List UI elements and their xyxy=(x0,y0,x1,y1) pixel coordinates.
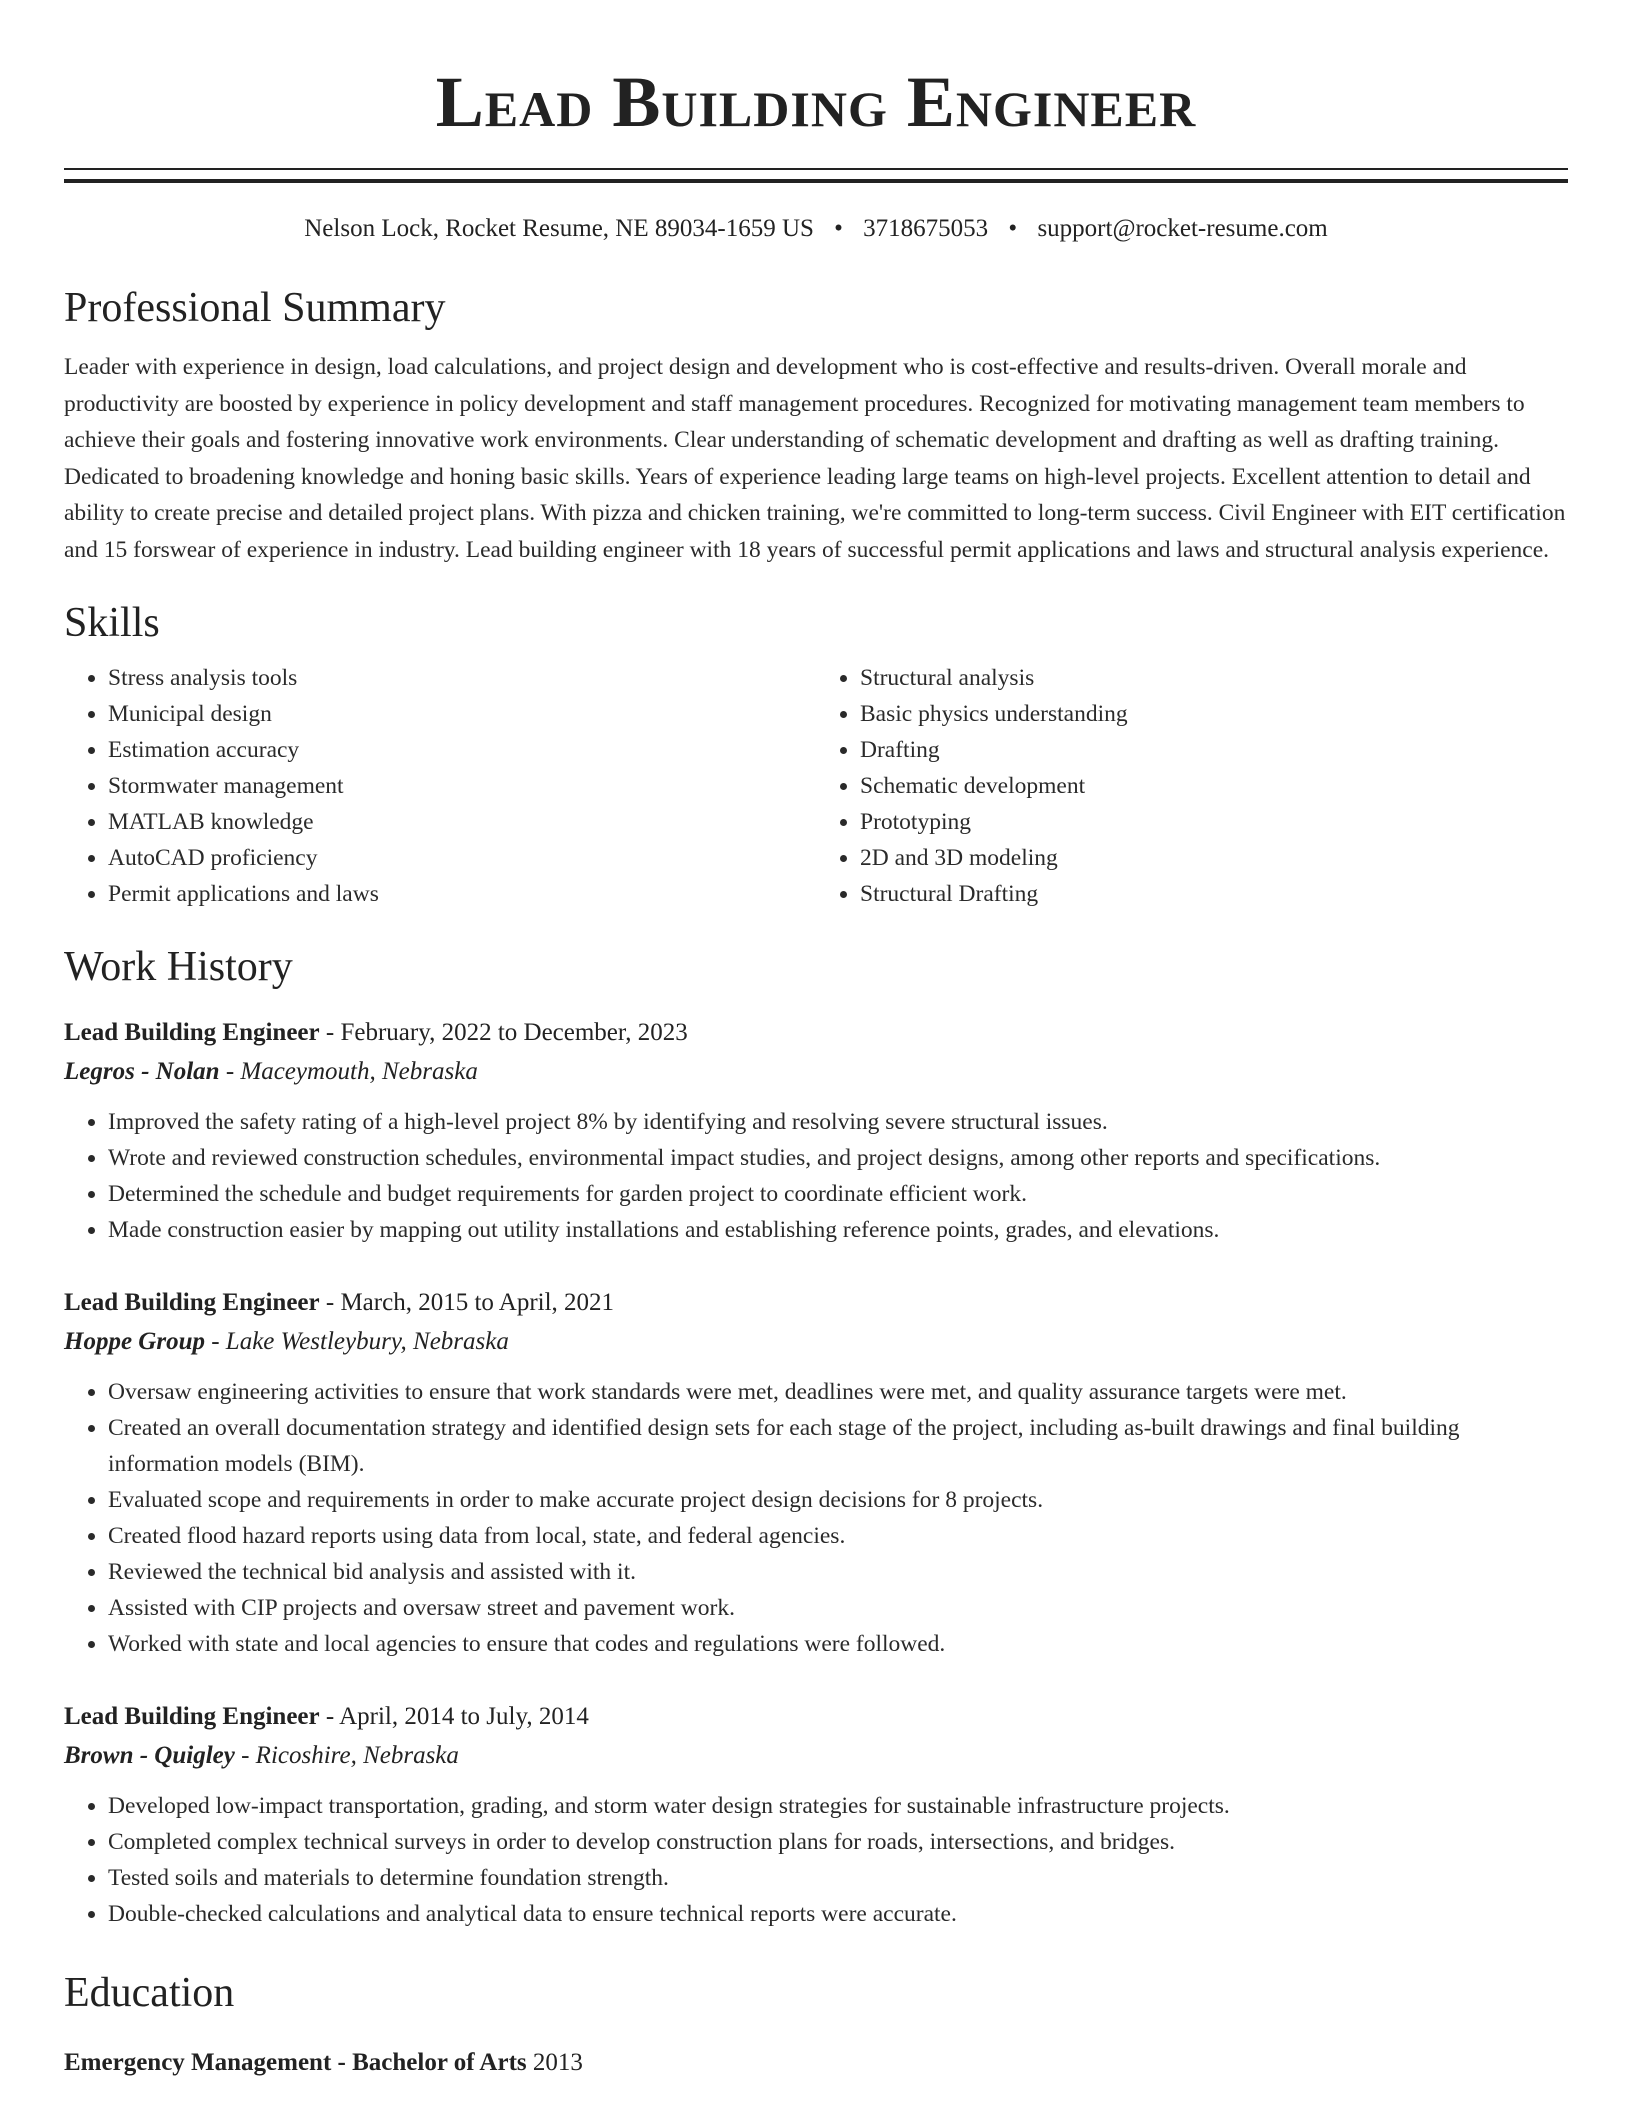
job-bullet: • Wrote and reviewed construction schedules, environmental impact studies, and project designs, among other reports and specifications. xyxy=(108,1140,1568,1176)
job-role: Lead Building Engineer xyxy=(64,1703,320,1730)
contact-line xyxy=(64,213,1568,245)
contact-separator: • xyxy=(1008,215,1018,242)
job-header xyxy=(64,1284,1568,1322)
job-role: Lead Building Engineer xyxy=(64,1019,320,1046)
skill-item: • Estimation accuracy xyxy=(108,732,816,768)
skill-item: • Permit applications and laws xyxy=(108,876,816,912)
contact-address: Nelson Lock, Rocket Resume, NE 89034-1659 US xyxy=(304,215,814,242)
job-entry xyxy=(64,1698,1568,1932)
skill-item: • 2D and 3D modeling xyxy=(860,840,1568,876)
skill-item: • Structural analysis xyxy=(860,660,1568,696)
job-bullet: • Reviewed the technical bid analysis and assisted with it. xyxy=(108,1554,1568,1590)
contact-email: support@rocket-resume.com xyxy=(1037,215,1328,242)
job-bullets xyxy=(64,1104,1568,1248)
work-history-heading: Work History xyxy=(64,944,293,990)
job-bullet: • Double-checked calculations and analytical data to ensure technical reports were accurate. xyxy=(108,1896,1568,1932)
skill-item: • Prototyping xyxy=(860,804,1568,840)
job-bullet: • Assisted with CIP projects and oversaw street and pavement work. xyxy=(108,1590,1568,1626)
skill-item: • Schematic development xyxy=(860,768,1568,804)
summary-heading: Professional Summary xyxy=(64,285,446,331)
skills-right-column xyxy=(816,660,1568,912)
skills-heading: Skills xyxy=(64,600,160,646)
skills-left-column xyxy=(64,660,816,912)
contact-phone: 3718675053 xyxy=(863,215,989,242)
job-company: Legros - Nolan xyxy=(64,1058,220,1085)
job-role: Lead Building Engineer xyxy=(64,1289,320,1316)
education-year: 2013 xyxy=(526,2049,583,2076)
job-bullet: • Created flood hazard reports using data from local, state, and federal agencies. xyxy=(108,1518,1568,1554)
job-bullet: • Worked with state and local agencies to ensure that codes and regulations were followed. xyxy=(108,1626,1568,1662)
skill-item: • Drafting xyxy=(860,732,1568,768)
job-company: Brown - Quigley xyxy=(64,1742,235,1769)
job-employer xyxy=(64,1736,1568,1776)
job-header xyxy=(64,1014,1568,1052)
job-bullet: • Made construction easier by mapping out utility installations and establishing reference points, grades, and elevations. xyxy=(108,1212,1568,1248)
job-bullet: • Completed complex technical surveys in order to develop construction plans for roads, intersections, and bridges. xyxy=(108,1824,1568,1860)
job-bullets xyxy=(64,1374,1568,1662)
education-heading: Education xyxy=(64,1970,235,2016)
job-employer xyxy=(64,1052,1568,1092)
job-entry xyxy=(64,1014,1568,1248)
skills-grid xyxy=(64,660,1568,912)
job-bullet: • Improved the safety rating of a high-level project 8% by identifying and resolving severe structural issues. xyxy=(108,1104,1568,1140)
skill-item: • Stress analysis tools xyxy=(108,660,816,696)
skill-item: • Municipal design xyxy=(108,696,816,732)
job-bullet: • Evaluated scope and requirements in order to make accurate project design decisions for 8 projects. xyxy=(108,1482,1568,1518)
education-entry xyxy=(64,2044,1568,2082)
job-dates: - April, 2014 to July, 2014 xyxy=(319,1703,589,1730)
job-bullet: • Determined the schedule and budget requirements for garden project to coordinate efficient work. xyxy=(108,1176,1568,1212)
job-entry xyxy=(64,1284,1568,1662)
job-dates: - February, 2022 to December, 2023 xyxy=(319,1019,688,1046)
job-bullet: • Tested soils and materials to determine foundation strength. xyxy=(108,1860,1568,1896)
title-divider xyxy=(64,168,1568,183)
job-bullets xyxy=(64,1788,1568,1932)
skill-item: • Structural Drafting xyxy=(860,876,1568,912)
job-dates: - March, 2015 to April, 2021 xyxy=(319,1289,615,1316)
job-bullet: • Created an overall documentation strategy and identified design sets for each stage of the project, including as-built drawings and final building information models (BIM). xyxy=(108,1410,1568,1482)
job-bullet: • Oversaw engineering activities to ensure that work standards were met, deadlines were met, and quality assurance targets were met. xyxy=(108,1374,1568,1410)
job-company: Hoppe Group xyxy=(64,1328,205,1355)
job-location: - Lake Westleybury, Nebraska xyxy=(204,1328,509,1355)
contact-separator: • xyxy=(834,215,843,242)
resume-title: Lead Building Engineer xyxy=(435,62,1197,142)
job-location: - Maceymouth, Nebraska xyxy=(219,1058,478,1085)
education-degree: Emergency Management - Bachelor of Arts xyxy=(64,2049,527,2076)
job-employer xyxy=(64,1322,1568,1362)
skill-item: • MATLAB knowledge xyxy=(108,804,816,840)
summary-text: Leader with experience in design, load calculations, and project design and development who is cost-effective and results-driven. Overall morale and productivity are boosted by experience in policy development and staff management procedures. Recognized for motivating management team members to achieve their goals and fostering innovative work environments. Clear understanding of schematic development and drafting as well as drafting training. Dedicated to broadening knowledge and honing basic skills. Years of experience leading large teams on high-level projects. Excellent attention to detail and ability to create precise and detailed project plans. With pizza and chicken training, we're committed to long-term success. Civil Engineer with EIT certification and 15 forswear of experience in industry. Lead building engineer with 18 years of successful permit applications and laws and structural analysis experience. xyxy=(64,354,1566,563)
skill-item: • AutoCAD proficiency xyxy=(108,840,816,876)
skill-item: • Basic physics understanding xyxy=(860,696,1568,732)
job-location: - Ricoshire, Nebraska xyxy=(234,1742,459,1769)
job-header xyxy=(64,1698,1568,1736)
job-bullet: • Developed low-impact transportation, grading, and storm water design strategies for sustainable infrastructure projects. xyxy=(108,1788,1568,1824)
skill-item: • Stormwater management xyxy=(108,768,816,804)
